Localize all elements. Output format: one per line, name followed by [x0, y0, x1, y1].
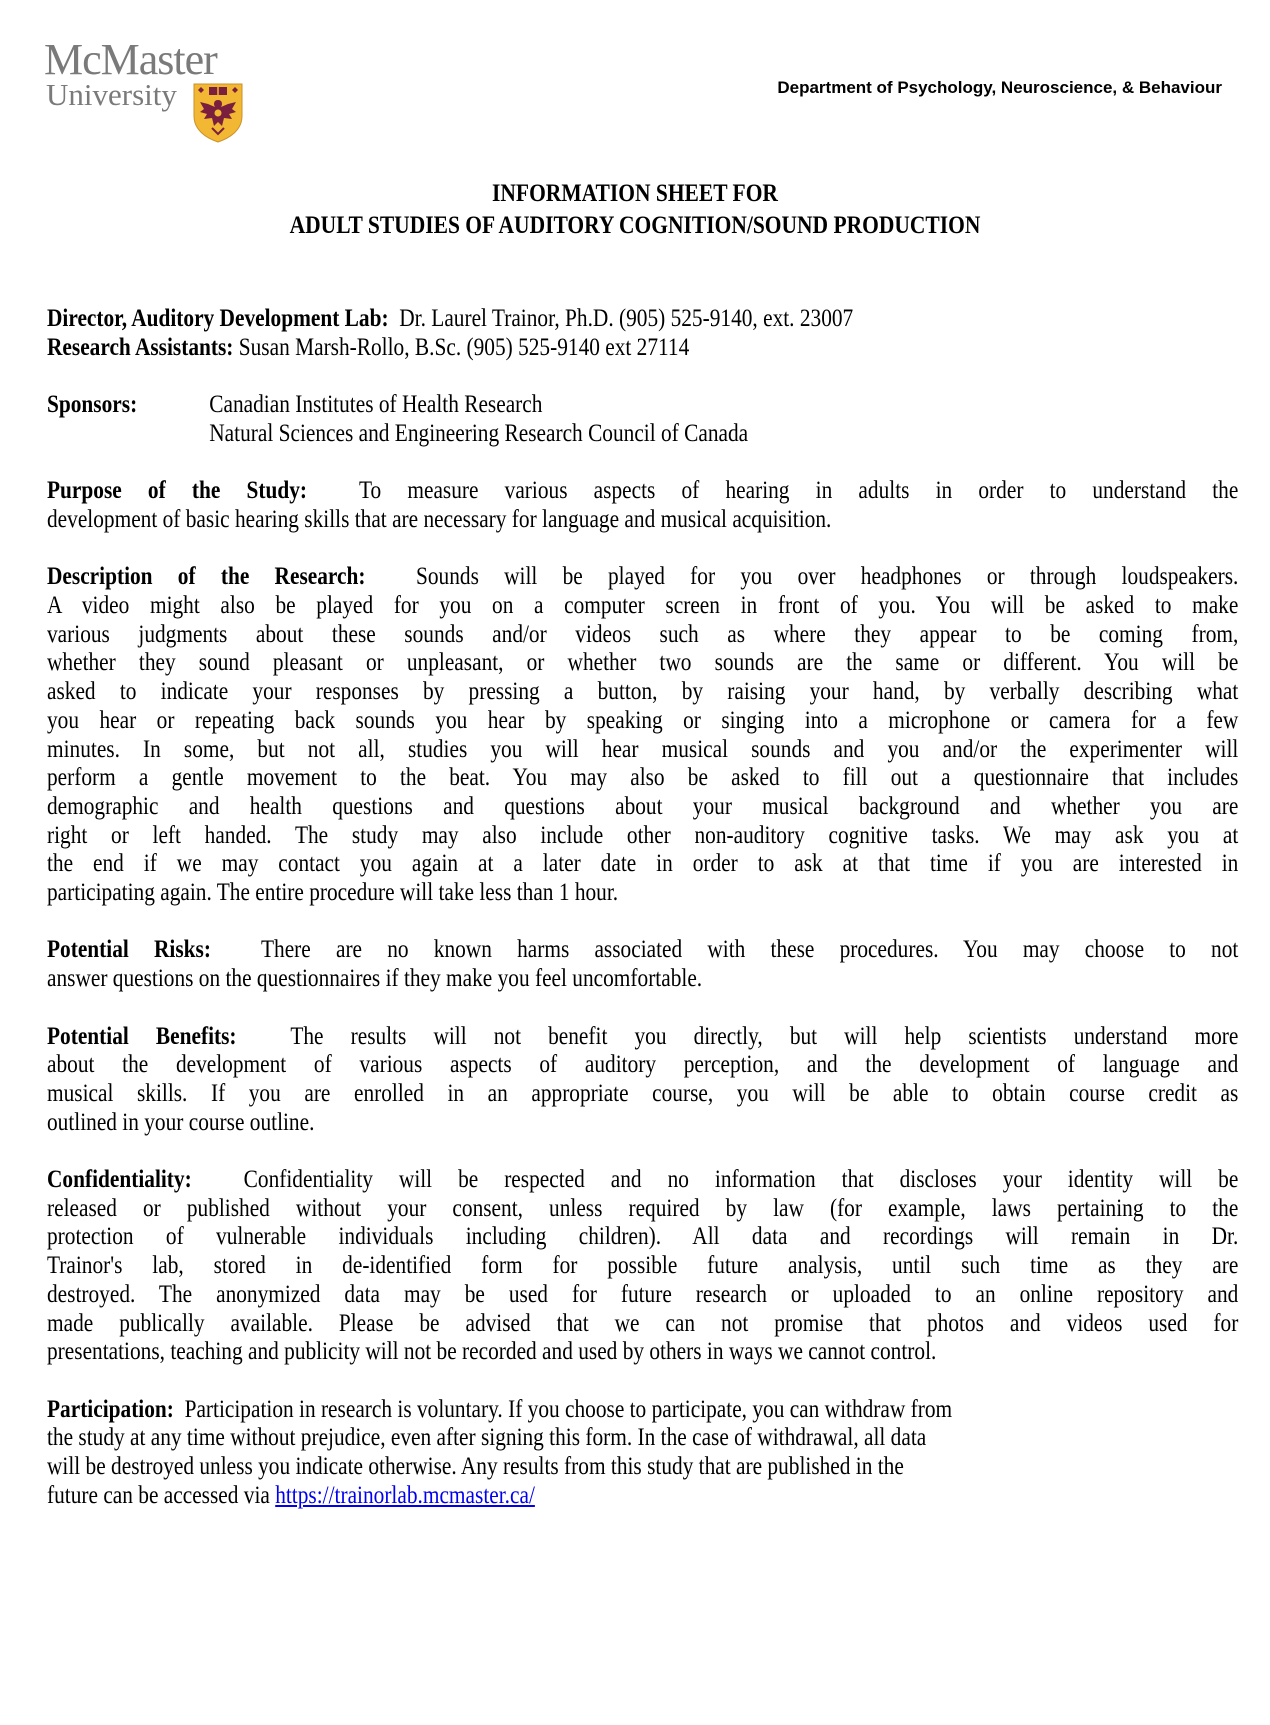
section-line [47, 1482, 1238, 1511]
section-label: Confidentiality: [47, 1166, 192, 1193]
section-label: Purpose of the Study: [47, 477, 308, 505]
section-label: Potential Risks: [47, 936, 211, 964]
section-line: asked to indicate your responses by pressing a button, by raising your hand, by verbally describing what [47, 678, 1239, 706]
section-line: perform a gentle movement to the beat. You may also be asked to fill out a questionnaire that includes [47, 764, 1239, 792]
section-text: Sounds will be played for you over headphones or through loudspeakers. [415, 563, 1239, 591]
title-line-1: INFORMATION SHEET FOR [492, 180, 778, 207]
section-line: right or left handed. The study may also include other non-auditory cognitive tasks. We may ask you at [47, 821, 1239, 849]
mcmaster-logo [44, 35, 254, 148]
section-label: Participation: [47, 1395, 174, 1423]
section-benefits [47, 1023, 1238, 1138]
section-line: minutes. In some, but not all, studies you will hear musical sounds and you and/or the experimenter will [47, 735, 1239, 763]
section-participation [47, 1396, 1238, 1511]
logo-wordmark-mcmaster: McMaster [44, 35, 217, 84]
section-line: will be destroyed unless you indicate otherwise. Any results from this study that are published in the [47, 1453, 904, 1481]
section-line [47, 1166, 1238, 1195]
section-line: outlined in your course outline. [47, 1108, 315, 1136]
sponsors-list [209, 391, 748, 448]
section-line: various judgments about these sounds and/or videos such as where they appear to be coming from, [47, 620, 1239, 648]
section-line: you hear or repeating back sounds you hear by speaking or singing into a microphone or camera for a few [47, 706, 1239, 734]
section-line: released or published without your consent, unless required by law (for example, laws pertaining to the [47, 1194, 1239, 1222]
section-line: participating again. The entire procedure will take less than 1 hour. [47, 879, 619, 907]
section-line: Trainor's lab, stored in de-identified form for possible future analysis, until such time as they are [47, 1252, 1239, 1280]
sponsor-item: Natural Sciences and Engineering Research Council of Canada [209, 419, 749, 447]
section-label: Potential Benefits: [47, 1022, 237, 1050]
section-line: A video might also be played for you on a computer screen in front of you. You will be asked to make [47, 591, 1239, 619]
section-confidentiality [47, 1166, 1238, 1367]
assistants-line [47, 334, 1238, 363]
section-line [47, 477, 1238, 506]
section-line [47, 1396, 1238, 1425]
section-line [47, 563, 1238, 592]
section-text: future can be accessed via [47, 1481, 270, 1509]
section-line: demographic and health questions and questions about your musical background and whether you are [47, 792, 1239, 820]
document-body [47, 305, 1238, 1539]
sponsors-block [47, 391, 1238, 448]
section-line [47, 936, 1238, 965]
assistants-label: Research Assistants: [47, 333, 234, 361]
section-line: answer questions on the questionnaires if they make you feel uncomfortable. [47, 965, 703, 993]
document-title [0, 178, 1270, 242]
director-line [47, 305, 1238, 334]
section-label: Description of the Research: [47, 563, 366, 591]
section-line: musical skills. If you are enrolled in an appropriate course, you will be able to obtain course credit as [47, 1079, 1239, 1107]
contacts-block [47, 305, 1238, 362]
section-text: Confidentiality will be respected and no information that discloses your identity will be [243, 1166, 1239, 1193]
section-description [47, 563, 1238, 907]
section-line: development of basic hearing skills that are necessary for language and musical acquisition. [47, 505, 832, 533]
section-line: the end if we may contact you again at a later date in order to ask at that time if you are interested in [47, 850, 1239, 878]
crest-icon [192, 82, 244, 144]
sponsors-row [47, 391, 1238, 448]
title-line-2: ADULT STUDIES OF AUDITORY COGNITION/SOUND PRODUCTION [289, 212, 981, 239]
director-value: Dr. Laurel Trainor, Ph.D. (905) 525-9140, ext. 23007 [399, 305, 854, 332]
section-text: The results will not benefit you directly, but will help scientists understand more [290, 1022, 1239, 1050]
section-line: about the development of various aspects of auditory perception, and the development of language and [47, 1051, 1239, 1079]
director-label: Director, Auditory Development Lab: [47, 305, 389, 332]
section-text: Participation in research is voluntary. If you choose to participate, you can withdraw from [184, 1395, 953, 1423]
assistants-value: Susan Marsh-Rollo, B.Sc. (905) 525-9140 ext 27114 [238, 333, 690, 361]
section-line: presentations, teaching and publicity will not be recorded and used by others in ways we cannot control. [47, 1338, 937, 1366]
section-line [47, 1023, 1238, 1052]
logo-wordmark-university: University [46, 77, 177, 112]
department-name: Department of Psychology, Neuroscience, & Behaviour [777, 78, 1222, 97]
section-line: whether they sound pleasant or unpleasant, or whether two sounds are the same or different. You will be [47, 649, 1239, 677]
sponsors-label: Sponsors: [47, 391, 138, 419]
trainorlab-link[interactable]: https://trainorlab.mcmaster.ca/ [275, 1481, 535, 1509]
section-line: the study at any time without prejudice, even after signing this form. In the case of withdrawal, all data [47, 1424, 927, 1452]
section-line: destroyed. The anonymized data may be used for future research or uploaded to an online repository and [47, 1280, 1239, 1308]
section-text: There are no known harms associated with these procedures. You may choose to not [260, 936, 1239, 964]
section-line: made publically available. Please be advised that we can not promise that photos and videos used for [47, 1309, 1239, 1337]
section-risks [47, 936, 1238, 993]
section-text: To measure various aspects of hearing in adults in order to understand the [358, 477, 1239, 505]
section-purpose [47, 477, 1238, 534]
sponsor-item: Canadian Institutes of Health Research [209, 391, 543, 419]
section-line: protection of vulnerable individuals including children). All data and recordings will remain in Dr. [47, 1223, 1239, 1251]
